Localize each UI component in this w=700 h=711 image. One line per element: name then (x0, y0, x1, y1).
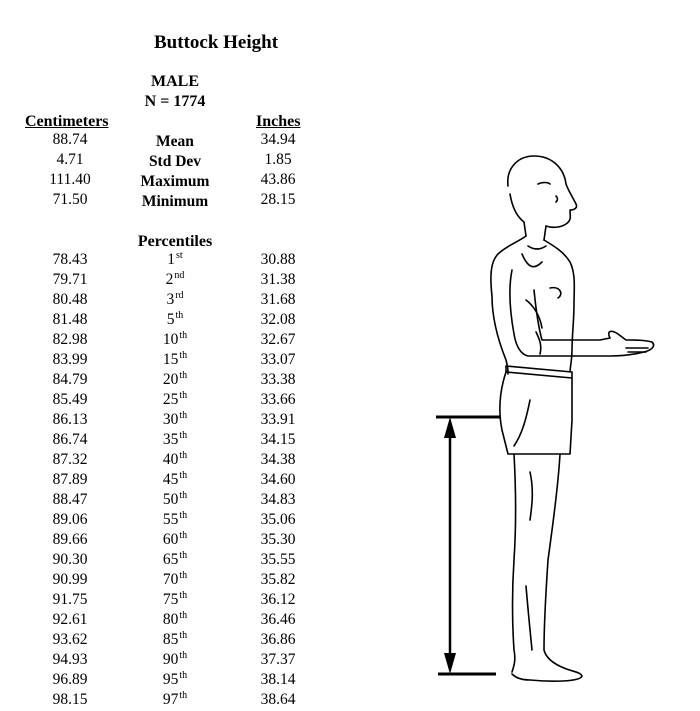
percentile-suffix: th (179, 350, 188, 361)
percentile-number: 1 (167, 251, 176, 268)
percentile-label (120, 631, 230, 651)
stat-label: Minimum (141, 193, 209, 210)
percentile-number: 80 (162, 611, 179, 628)
percentile-suffix: th (179, 610, 188, 621)
percentile-suffix: th (179, 370, 188, 381)
percentile-in-value: 35.06 (260, 511, 296, 528)
percentile-cm-value: 83.99 (52, 351, 88, 368)
percentile-cm-value: 86.74 (52, 431, 88, 448)
percentile-in-value: 38.64 (260, 691, 296, 708)
percentile-in-value: 33.07 (260, 351, 296, 368)
percentile-cm-value: 88.47 (52, 491, 88, 508)
percentile-in-value: 33.91 (260, 411, 296, 428)
stat-in-value: 1.85 (264, 151, 292, 168)
stat-label: Maximum (140, 173, 210, 190)
percentile-label (120, 271, 230, 291)
percentile-suffix: nd (174, 270, 185, 281)
centimeters-header: Centimeters (25, 113, 109, 130)
percentile-label (120, 671, 230, 691)
percentile-cm-value: 92.61 (52, 611, 88, 628)
percentile-in-value: 35.55 (260, 551, 296, 568)
percentile-cm-value: 78.43 (52, 251, 88, 268)
stat-cm-value: 88.74 (52, 131, 88, 148)
percentile-label (120, 351, 230, 371)
percentile-number: 20 (162, 371, 179, 388)
percentile-in-value: 36.86 (260, 631, 296, 648)
percentile-number: 70 (162, 571, 179, 588)
percentile-suffix: th (179, 410, 188, 421)
percentile-in-value: 37.37 (260, 651, 296, 668)
percentile-in-value: 38.14 (260, 671, 296, 688)
percentile-label (120, 571, 230, 591)
percentile-suffix: th (179, 690, 188, 701)
percentile-number: 45 (162, 471, 179, 488)
inches-header: Inches (256, 113, 301, 130)
buttock-height-arrow-icon (436, 410, 506, 680)
percentile-in-value: 35.30 (260, 531, 296, 548)
percentile-in-value: 33.38 (260, 371, 296, 388)
percentile-label (120, 431, 230, 451)
percentile-number: 25 (162, 391, 179, 408)
percentile-cm-value: 81.48 (52, 311, 88, 328)
percentile-in-value: 36.12 (260, 591, 296, 608)
percentile-cm-value: 96.89 (52, 671, 88, 688)
percentile-suffix: th (179, 470, 188, 481)
percentile-in-value: 33.66 (260, 391, 296, 408)
stat-label: Mean (156, 133, 194, 150)
percentile-suffix: th (179, 670, 188, 681)
percentile-suffix: th (179, 450, 188, 461)
percentile-label (120, 331, 230, 351)
percentile-number: 60 (162, 531, 179, 548)
percentile-label (120, 391, 230, 411)
percentile-label (120, 511, 230, 531)
percentile-in-value: 35.82 (260, 571, 296, 588)
percentile-label (120, 291, 230, 311)
percentile-suffix: th (179, 630, 188, 641)
percentile-suffix: th (179, 570, 188, 581)
percentile-number: 50 (162, 491, 179, 508)
stat-in-value: 28.15 (260, 191, 296, 208)
percentile-cm-value: 98.15 (52, 691, 88, 708)
percentile-suffix: th (179, 510, 188, 521)
percentile-label (120, 311, 230, 331)
percentile-in-value: 31.68 (260, 291, 296, 308)
percentile-cm-value: 89.06 (52, 511, 88, 528)
percentile-label (120, 251, 230, 271)
percentile-suffix: th (179, 530, 188, 541)
percentile-cm-value: 79.71 (52, 271, 88, 288)
percentile-label (120, 411, 230, 431)
percentile-number: 15 (162, 351, 179, 368)
percentile-in-value: 32.67 (260, 331, 296, 348)
percentile-cm-value: 86.13 (52, 411, 88, 428)
percentile-label (120, 371, 230, 391)
percentile-cm-value: 87.32 (52, 451, 88, 468)
stat-cm-value: 71.50 (52, 191, 88, 208)
percentile-label (120, 551, 230, 571)
percentile-number: 2 (165, 271, 174, 288)
stat-in-value: 34.94 (260, 131, 296, 148)
percentile-label (120, 611, 230, 631)
percentile-in-value: 32.08 (260, 311, 296, 328)
percentile-label (120, 651, 230, 671)
sex-label: MALE (151, 73, 199, 90)
percentile-label (120, 491, 230, 511)
percentile-suffix: th (179, 330, 188, 341)
percentile-suffix: th (179, 650, 188, 661)
percentile-number: 3 (166, 291, 175, 308)
percentile-number: 97 (162, 691, 179, 708)
percentile-label (120, 591, 230, 611)
stat-label: Std Dev (148, 153, 202, 170)
percentile-number: 90 (162, 651, 179, 668)
percentile-number: 5 (166, 311, 175, 328)
percentile-in-value: 36.46 (260, 611, 296, 628)
percentile-in-value: 34.83 (260, 491, 296, 508)
percentile-in-value: 34.60 (260, 471, 296, 488)
percentile-cm-value: 82.98 (52, 331, 88, 348)
stat-in-value: 43.86 (260, 171, 296, 188)
percentile-number: 65 (162, 551, 179, 568)
percentile-suffix: th (175, 310, 184, 321)
percentile-label (120, 531, 230, 551)
stat-cm-value: 111.40 (49, 171, 91, 188)
percentiles-heading: Percentiles (137, 233, 213, 250)
percentile-number: 95 (162, 671, 179, 688)
percentile-label (120, 471, 230, 491)
percentile-cm-value: 90.99 (52, 571, 88, 588)
percentile-cm-value: 84.79 (52, 371, 88, 388)
percentile-number: 10 (162, 331, 179, 348)
percentile-cm-value: 87.89 (52, 471, 88, 488)
percentile-cm-value: 80.48 (52, 291, 88, 308)
percentile-cm-value: 91.75 (52, 591, 88, 608)
percentile-cm-value: 94.93 (52, 651, 88, 668)
percentile-suffix: th (179, 590, 188, 601)
percentile-label (120, 691, 230, 711)
percentile-suffix: th (179, 430, 188, 441)
percentile-suffix: rd (175, 290, 184, 301)
percentile-in-value: 34.15 (260, 431, 296, 448)
percentile-number: 30 (162, 411, 179, 428)
percentile-label (120, 451, 230, 471)
percentile-number: 40 (162, 451, 179, 468)
percentile-suffix: th (179, 550, 188, 561)
page-title: Buttock Height (154, 32, 279, 53)
percentile-in-value: 34.38 (260, 451, 296, 468)
percentile-number: 85 (162, 631, 179, 648)
percentile-cm-value: 90.30 (52, 551, 88, 568)
percentile-number: 75 (162, 591, 179, 608)
percentile-number: 35 (162, 431, 179, 448)
percentile-number: 55 (162, 511, 179, 528)
percentile-in-value: 30.88 (260, 251, 296, 268)
percentile-in-value: 31.38 (260, 271, 296, 288)
percentile-suffix: st (176, 250, 183, 261)
percentile-cm-value: 85.49 (52, 391, 88, 408)
percentile-suffix: th (179, 390, 188, 401)
percentile-cm-value: 89.66 (52, 531, 88, 548)
percentile-suffix: th (179, 490, 188, 501)
stat-cm-value: 4.71 (56, 151, 84, 168)
sample-size: N = 1774 (144, 93, 206, 110)
percentile-cm-value: 93.62 (52, 631, 88, 648)
